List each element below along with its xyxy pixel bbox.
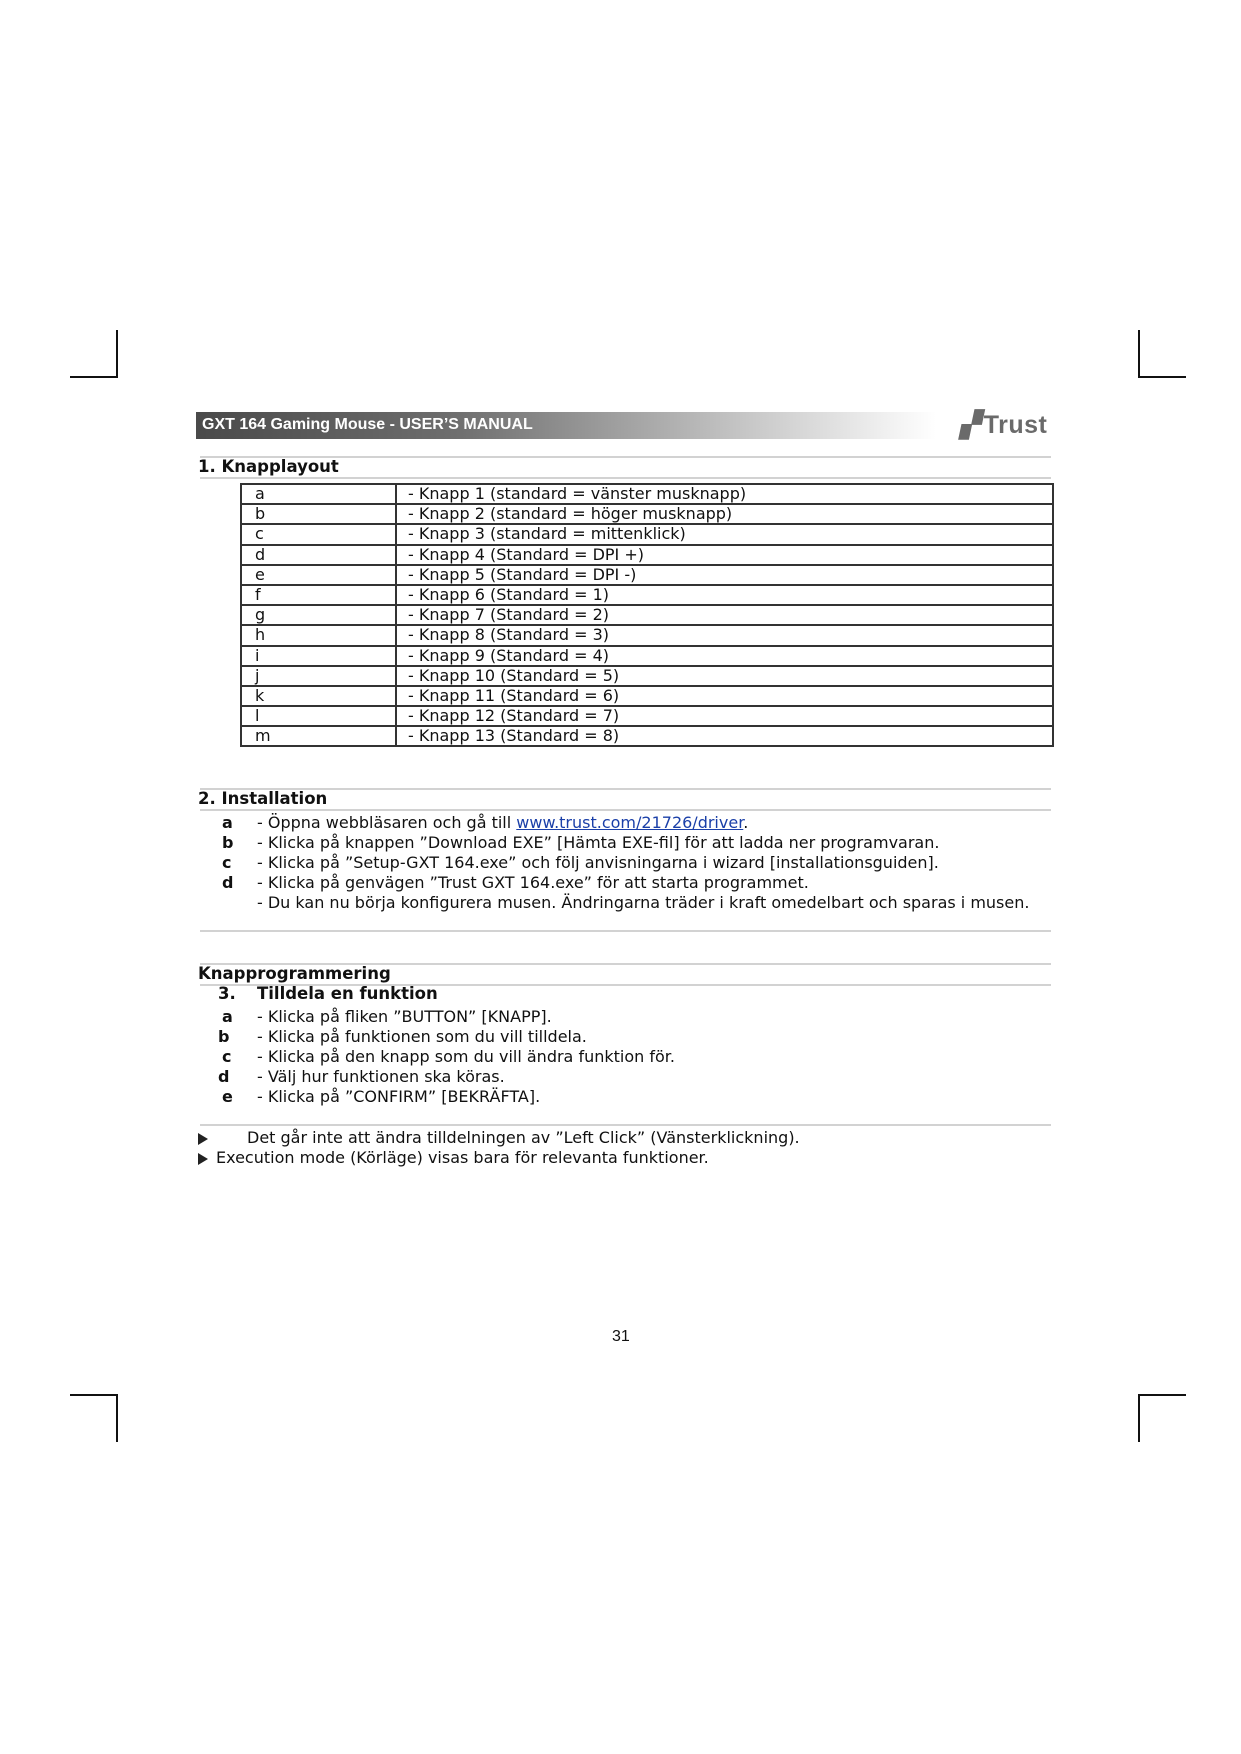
- table-row: [241, 686, 1053, 706]
- step-text: - Klicka på knappen ”Download EXE” [Hämta EXE-fil] för att ladda ner programvaran.: [257, 833, 940, 852]
- assign-step: [222, 1087, 822, 1107]
- step-text: - Välj hur funktionen ska köras.: [257, 1067, 505, 1086]
- step-letter: b: [222, 833, 234, 852]
- install-step: [222, 873, 1022, 893]
- button-key: d: [241, 545, 396, 565]
- button-desc: - Knapp 12 (Standard = 7): [396, 706, 1053, 726]
- button-key: m: [241, 726, 396, 746]
- table-row: [241, 646, 1053, 666]
- crop-mark-top-right: [1138, 330, 1186, 378]
- button-key: l: [241, 706, 396, 726]
- step-letter: a: [222, 813, 233, 832]
- subsection-number: 3.: [218, 984, 236, 1003]
- table-row: [241, 504, 1053, 524]
- table-row: [241, 726, 1053, 746]
- button-key: k: [241, 686, 396, 706]
- button-key: c: [241, 524, 396, 544]
- button-key: i: [241, 646, 396, 666]
- button-desc: - Knapp 4 (Standard = DPI +): [396, 545, 1053, 565]
- button-desc: - Knapp 13 (Standard = 8): [396, 726, 1053, 746]
- button-layout-table: [240, 483, 1054, 747]
- install-step: [222, 833, 1022, 853]
- table-row: [241, 484, 1053, 504]
- table-row: [241, 625, 1053, 645]
- button-desc: - Knapp 1 (standard = vänster musknapp): [396, 484, 1053, 504]
- assign-step: [222, 1007, 822, 1027]
- step-text: - Klicka på fliken ”BUTTON” [KNAPP].: [257, 1007, 552, 1026]
- button-key: j: [241, 666, 396, 686]
- table-row: [241, 706, 1053, 726]
- section-title-knapprogrammering: Knapprogrammering: [198, 964, 391, 983]
- button-key: f: [241, 585, 396, 605]
- button-key: e: [241, 565, 396, 585]
- section-title-knapplayout: 1. Knapplayout: [198, 457, 339, 476]
- trust-logo: [959, 410, 1048, 440]
- table-row: [241, 565, 1053, 585]
- button-desc: - Knapp 9 (Standard = 4): [396, 646, 1053, 666]
- button-desc: - Knapp 10 (Standard = 5): [396, 666, 1053, 686]
- step-text-end: .: [743, 813, 749, 832]
- step-letter: c: [222, 853, 232, 872]
- button-key: b: [241, 504, 396, 524]
- note-text: Execution mode (Körläge) visas bara för relevanta funktioner.: [216, 1148, 709, 1167]
- table-row: [241, 524, 1053, 544]
- table-row: [241, 545, 1053, 565]
- divider: [200, 1124, 1051, 1126]
- assign-step: [218, 1027, 818, 1047]
- step-text: - Öppna webbläsaren och gå till: [257, 813, 517, 832]
- button-desc: - Knapp 3 (standard = mittenklick): [396, 524, 1053, 544]
- step-text: - Klicka på genvägen ”Trust GXT 164.exe” för att starta programmet.: [257, 873, 809, 892]
- button-desc: - Knapp 2 (standard = höger musknapp): [396, 504, 1053, 524]
- divider: [200, 809, 1051, 811]
- button-desc: - Knapp 7 (Standard = 2): [396, 605, 1053, 625]
- button-desc: - Knapp 6 (Standard = 1): [396, 585, 1053, 605]
- install-step: [222, 813, 1022, 833]
- table-row: [241, 666, 1053, 686]
- step-text: - Klicka på den knapp som du vill ändra funktion för.: [257, 1047, 675, 1066]
- trust-logo-icon: ▞: [959, 411, 985, 439]
- header-bar: [196, 412, 936, 439]
- note-arrow-icon: [198, 1133, 208, 1145]
- assign-step: [222, 1047, 822, 1067]
- note-text: Det går inte att ändra tilldelningen av ”Left Click” (Vänsterklickning).: [247, 1128, 800, 1147]
- crop-mark-bottom-left: [70, 1394, 118, 1442]
- button-key: g: [241, 605, 396, 625]
- subsection-title: Tilldela en funktion: [257, 984, 438, 1003]
- crop-mark-top-left: [70, 330, 118, 378]
- install-step: [222, 893, 1030, 913]
- assign-step: [218, 1067, 818, 1087]
- crop-mark-bottom-right: [1138, 1394, 1186, 1442]
- step-text: - Klicka på funktionen som du vill tilldela.: [257, 1027, 587, 1046]
- button-desc: - Knapp 11 (Standard = 6): [396, 686, 1053, 706]
- button-desc: - Knapp 8 (Standard = 3): [396, 625, 1053, 645]
- step-text: - Klicka på ”CONFIRM” [BEKRÄFTA].: [257, 1087, 541, 1106]
- step-letter: b: [218, 1027, 230, 1046]
- note-arrow-icon: [198, 1153, 208, 1165]
- button-desc: - Knapp 5 (Standard = DPI -): [396, 565, 1053, 585]
- driver-link[interactable]: www.trust.com/21726/driver: [516, 813, 744, 832]
- section-title-installation: 2. Installation: [198, 789, 328, 808]
- step-letter: d: [222, 873, 234, 892]
- button-key: h: [241, 625, 396, 645]
- table-row: [241, 605, 1053, 625]
- divider: [200, 930, 1051, 932]
- step-text: - Du kan nu börja konfigurera musen. Ändringarna träder i kraft omedelbart och sparas i musen.: [257, 893, 1030, 912]
- step-letter: d: [218, 1067, 230, 1086]
- step-letter: e: [222, 1087, 233, 1106]
- step-letter: c: [222, 1047, 232, 1066]
- step-text: - Klicka på ”Setup-GXT 164.exe” och följ anvisningarna i wizard [installationsguiden].: [257, 853, 939, 872]
- trust-logo-text: Trust: [983, 411, 1048, 439]
- divider: [200, 788, 1051, 790]
- button-key: a: [241, 484, 396, 504]
- divider: [200, 477, 1051, 479]
- install-step: [222, 853, 1022, 873]
- manual-title: GXT 164 Gaming Mouse - USER’S MANUAL: [202, 416, 533, 433]
- page-number: 31: [612, 1328, 630, 1345]
- table-row: [241, 585, 1053, 605]
- step-letter: a: [222, 1007, 233, 1026]
